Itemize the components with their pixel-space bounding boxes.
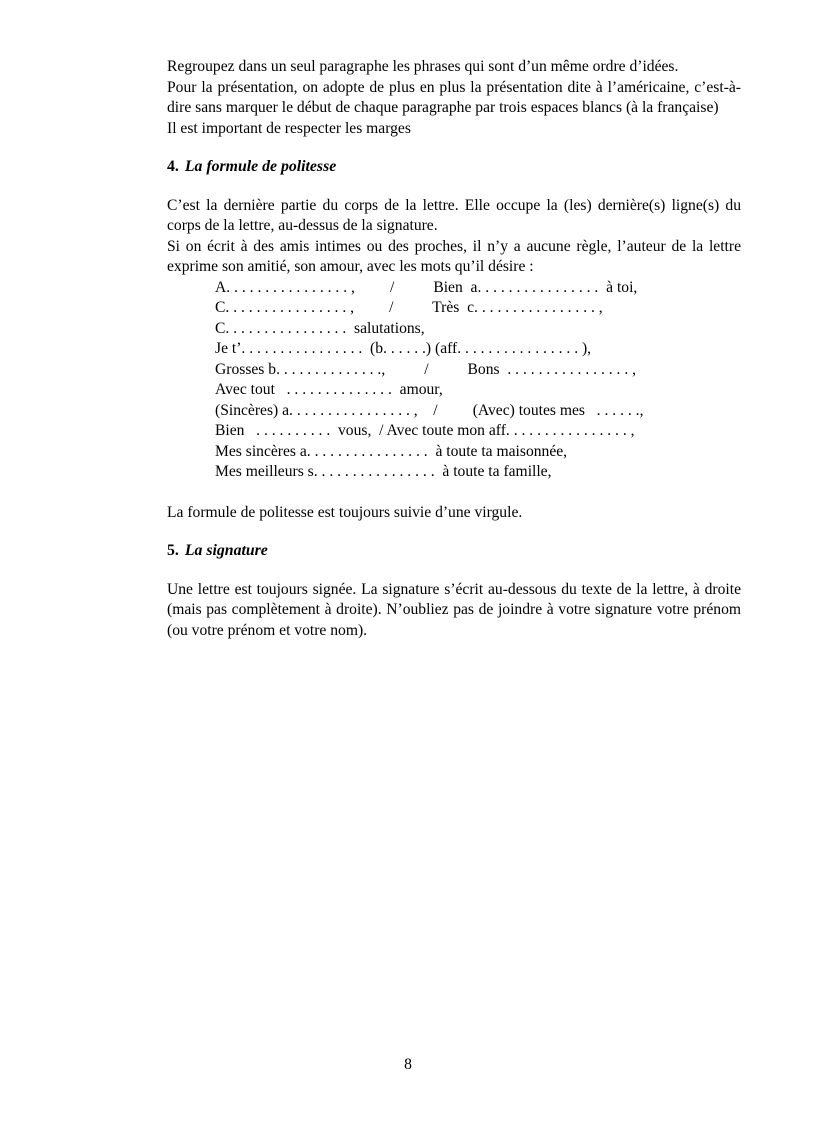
section-5-title: La signature <box>184 542 268 559</box>
formula-line: Avec tout . . . . . . . . . . . . . . amour, <box>215 381 443 398</box>
formula-line: Mes meilleurs s. . . . . . . . . . . . . . . . à toute ta famille, <box>215 463 552 480</box>
intro-paragraph-2: Pour la présentation, on adopte de plus en plus la présentation dite à l’américaine, c’est-à-dire sans marquer le début de chaque paragraphe par trois espaces blancs (à la française) <box>167 78 741 116</box>
section-4-title: La formule de politesse <box>184 158 337 175</box>
section-5-number: 5. <box>167 542 179 559</box>
formula-line: Je t’. . . . . . . . . . . . . . . . (b. . . . . .) (aff. . . . . . . . . . . . . . . . ), <box>215 340 592 357</box>
formula-line: C. . . . . . . . . . . . . . . . salutations, <box>215 319 425 337</box>
formula-line: C. . . . . . . . . . . . . . . . , / Très c. . . . . . . . . . . . . . . . , <box>215 299 603 316</box>
section-4-number: 4. <box>167 158 179 175</box>
formula-line: A. . . . . . . . . . . . . . . . , / Bien a. . . . . . . . . . . . . . . . à toi, <box>215 278 638 296</box>
section-4-heading <box>167 157 741 178</box>
formula-line: (Sincères) a. . . . . . . . . . . . . . . . , / (Avec) toutes mes . . . . . ., <box>215 401 644 419</box>
section-5-heading <box>167 541 741 562</box>
section-4-paragraph-2: Si on écrit à des amis intimes ou des proches, il n’y a aucune règle, l’auteur de la lettre exprime son amitié, son amour, avec les mots qu’il désire : <box>167 237 741 275</box>
section-4-paragraph-3: La formule de politesse est toujours suivie d’une virgule. <box>167 503 523 521</box>
intro-paragraph-1: Regroupez dans un seul paragraphe les phrases qui sont d’un même ordre d’idées. <box>167 58 679 75</box>
politeness-formula-list <box>215 278 741 483</box>
intro-paragraph-3: Il est important de respecter les marges <box>167 119 411 137</box>
page-number: 8 <box>404 1056 412 1073</box>
section-4-paragraph-1: C’est la dernière partie du corps de la lettre. Elle occupe la (les) dernière(s) ligne(s) du corps de la lettre, au-dessus de la signature. <box>167 196 741 234</box>
formula-line: Grosses b. . . . . . . . . . . . . ., / Bons . . . . . . . . . . . . . . . . , <box>215 360 637 378</box>
formula-line: Mes sincères a. . . . . . . . . . . . . . . . à toute ta maisonnée, <box>215 442 568 460</box>
spacer <box>167 483 741 503</box>
formula-line: Bien . . . . . . . . . . vous, / Avec toute mon aff. . . . . . . . . . . . . . . . , <box>215 422 635 439</box>
document-page <box>167 57 741 641</box>
section-5-paragraph-1: Une lettre est toujours signée. La signature s’écrit au-dessous du texte de la lettre, à droite (mais pas complètement à droite). N’oubliez pas de joindre à votre signature votre prénom (ou votre prénom et votre nom). <box>167 580 741 639</box>
